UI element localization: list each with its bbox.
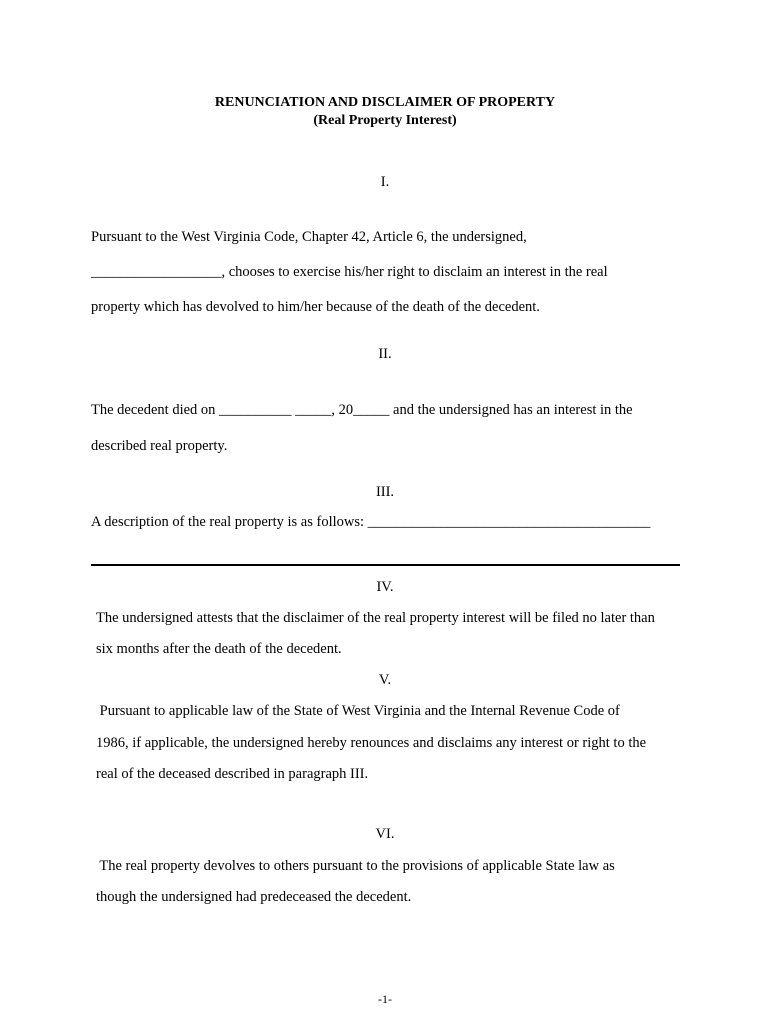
section-text-line: real of the deceased described in paragraph III. (96, 766, 369, 782)
section-numeral: I. (380, 174, 390, 190)
section-text-line: The undersigned attests that the disclaimer of the real property interest will be filed no later than (96, 610, 655, 626)
section-text-line: described real property. (91, 438, 228, 454)
page-number: -1- (378, 992, 392, 1006)
section-text-line: property which has devolved to him/her because of the death of the decedent. (91, 299, 540, 315)
section-text-line: 1986, if applicable, the undersigned hereby renounces and disclaims any interest or right to the (96, 735, 647, 751)
section-text-line: The real property devolves to others pursuant to the provisions of applicable State law as (96, 858, 615, 874)
section-text-line: though the undersigned had predeceased the decedent. (96, 889, 412, 905)
section-numeral: V. (378, 672, 392, 688)
section-text-line: The decedent died on __________ _____, 20_____ and the undersigned has an interest in the (91, 402, 633, 418)
section-text-line: __________________, chooses to exercise his/her right to disclaim an interest in the real (91, 264, 608, 280)
section-numeral: III. (375, 484, 395, 500)
horizontal-rule (91, 564, 680, 566)
section-text-line: six months after the death of the decedent. (96, 641, 342, 657)
section-numeral: II. (378, 346, 392, 362)
section-text-line: Pursuant to applicable law of the State of West Virginia and the Internal Revenue Code of (96, 703, 620, 719)
section-numeral: IV. (376, 579, 394, 595)
document-title: RENUNCIATION AND DISCLAIMER OF PROPERTY (214, 95, 556, 110)
section-text-line: Pursuant to the West Virginia Code, Chapter 42, Article 6, the undersigned, (91, 229, 527, 245)
document-subtitle: (Real Property Interest) (313, 113, 457, 128)
section-text-line: A description of the real property is as follows: _______________________________________ (91, 514, 651, 530)
section-numeral: VI. (375, 826, 395, 842)
